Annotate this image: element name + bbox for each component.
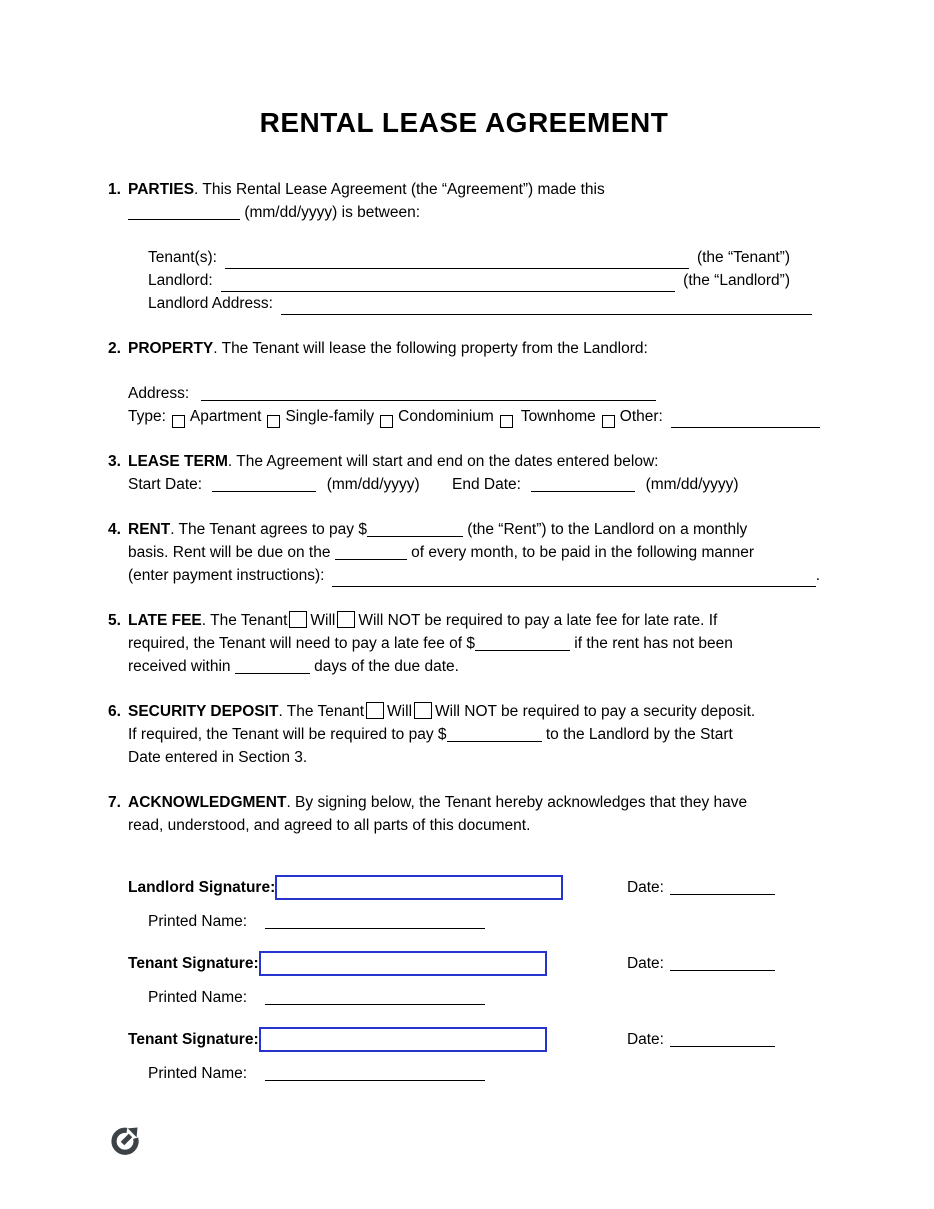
tenant-2-date-blank <box>670 1032 775 1047</box>
landlord-address-row <box>148 292 820 315</box>
section-text: days of the due date. <box>314 658 459 675</box>
section-text: . The Tenant agrees to pay $ <box>170 521 367 538</box>
start-date-format: (mm/dd/yyyy) <box>326 476 420 493</box>
section-text: . The Tenant will lease the following property from the Landlord: <box>213 340 648 357</box>
section-heading: LEASE TERM <box>128 453 228 470</box>
section-security-deposit <box>108 700 820 769</box>
tenant-signature-2-group <box>128 1025 820 1085</box>
tenant-printed-name-blank <box>265 990 485 1005</box>
section-heading: LATE FEE <box>128 612 202 629</box>
tenant-name-blank <box>225 251 689 269</box>
section-number: 7. <box>108 794 121 811</box>
section-text: to the Landlord by the Start <box>545 726 733 743</box>
rent-amount-blank <box>367 522 463 537</box>
tenant-label: Tenant(s): <box>148 249 217 266</box>
security-deposit-will-not-checkbox[interactable] <box>414 702 432 719</box>
tenant-2-printed-name-blank <box>265 1066 485 1081</box>
tenant-paren: (the “Tenant”) <box>696 249 790 266</box>
end-date-format: (mm/dd/yyyy) <box>645 476 739 493</box>
tenant-signature-input[interactable] <box>259 951 547 976</box>
landlord-address-label: Landlord Address: <box>148 295 273 312</box>
section-property <box>108 337 820 428</box>
section-rent <box>108 518 820 587</box>
section-text: basis. Rent will be due on the <box>128 544 331 561</box>
section-number: 6. <box>108 703 121 720</box>
type-option-label: Condominium <box>398 408 494 425</box>
landlord-paren: (the “Landlord”) <box>683 272 790 289</box>
type-townhome-checkbox <box>500 415 513 428</box>
property-type-label: Type: <box>128 408 166 425</box>
section-text: (mm/dd/yyyy) is between: <box>244 204 421 221</box>
section-heading: SECURITY DEPOSIT <box>128 703 279 720</box>
landlord-row <box>148 269 820 292</box>
circular-arrow-icon <box>108 1122 144 1158</box>
section-text: . This Rental Lease Agreement (the “Agreement”) made this <box>194 181 605 198</box>
tenant-signature-2-input[interactable] <box>259 1027 547 1052</box>
section-text: if the rent has not been <box>574 635 733 652</box>
lease-dates-row <box>128 473 820 496</box>
section-number: 2. <box>108 340 121 357</box>
late-fee-will-not-checkbox[interactable] <box>337 611 355 628</box>
section-text: Will NOT be required to pay a late fee for late rate. If <box>358 612 718 629</box>
type-condominium-checkbox <box>380 415 393 428</box>
section-heading: ACKNOWLEDGMENT <box>128 794 287 811</box>
date-label: Date: <box>626 1030 664 1048</box>
will-label: Will <box>387 703 413 720</box>
printed-name-label: Printed Name: <box>148 989 248 1006</box>
section-parties <box>108 178 820 315</box>
rent-due-day-blank <box>335 545 407 560</box>
late-fee-days-blank <box>235 659 310 674</box>
type-option-label: Townhome <box>520 408 596 425</box>
tenant-signature-group <box>128 949 820 1009</box>
section-text: If required, the Tenant will be required to pay $ <box>128 726 447 743</box>
property-address-row <box>128 382 820 405</box>
section-number: 5. <box>108 612 121 629</box>
section-acknowledgment <box>108 791 820 837</box>
property-type-row <box>128 405 820 428</box>
late-fee-amount-blank <box>475 636 570 651</box>
landlord-name-blank <box>221 274 676 292</box>
section-heading: PROPERTY <box>128 340 214 357</box>
landlord-signature-label: Landlord Signature: <box>128 878 276 896</box>
tenant-row <box>148 246 820 269</box>
start-date-blank <box>212 477 316 492</box>
section-late-fee <box>108 609 820 678</box>
deposit-amount-blank <box>447 727 542 742</box>
section-heading: RENT <box>128 521 171 538</box>
will-label: Will <box>310 612 336 629</box>
landlord-printed-name-blank <box>265 914 485 929</box>
date-label: Date: <box>626 954 664 972</box>
section-text: (enter payment instructions): <box>128 567 325 584</box>
circular-arrow-logo <box>108 1122 144 1158</box>
security-deposit-will-checkbox[interactable] <box>366 702 384 719</box>
section-text: required, the Tenant will need to pay a late fee of $ <box>128 635 475 652</box>
end-date-blank <box>531 477 635 492</box>
signature-section <box>108 873 820 1085</box>
section-text: . The Tenant <box>201 612 288 629</box>
end-date-label: End Date: <box>452 476 521 493</box>
section-text: . The Tenant <box>278 703 365 720</box>
printed-name-label: Printed Name: <box>148 1065 248 1082</box>
property-address-blank <box>201 386 656 401</box>
start-date-label: Start Date: <box>128 476 203 493</box>
landlord-address-blank <box>281 297 812 315</box>
section-text: of every month, to be paid in the following manner <box>411 544 755 561</box>
section-text: received within <box>128 658 231 675</box>
type-option-label: Single-family <box>285 408 375 425</box>
section-text: . <box>815 567 820 584</box>
landlord-label: Landlord: <box>148 272 213 289</box>
payment-instructions-blank <box>332 569 815 587</box>
type-apartment-checkbox <box>172 415 185 428</box>
type-other-checkbox <box>602 415 615 428</box>
type-other-label: Other: <box>619 408 663 425</box>
tenant-signature-2-label: Tenant Signature: <box>128 1030 259 1048</box>
printed-name-label: Printed Name: <box>148 913 248 930</box>
section-heading: PARTIES <box>128 181 195 198</box>
section-text: Date entered in Section 3. <box>128 749 308 766</box>
other-type-blank <box>671 410 820 428</box>
agreement-date-blank <box>128 205 240 220</box>
section-number: 3. <box>108 453 121 470</box>
section-lease-term <box>108 450 820 496</box>
late-fee-will-checkbox[interactable] <box>289 611 307 628</box>
type-single-family-checkbox <box>267 415 280 428</box>
section-text: . By signing below, the Tenant hereby acknowledges that they have <box>286 794 748 811</box>
landlord-date-blank <box>670 880 775 895</box>
type-option-label: Apartment <box>189 408 262 425</box>
landlord-signature-input[interactable] <box>275 875 563 900</box>
tenant-date-blank <box>670 956 775 971</box>
section-text: . The Agreement will start and end on the dates entered below: <box>227 453 659 470</box>
section-text: read, understood, and agreed to all parts of this document. <box>128 817 531 834</box>
date-label: Date: <box>626 878 664 896</box>
landlord-signature-group <box>128 873 820 933</box>
section-number: 4. <box>108 521 121 538</box>
tenant-signature-label: Tenant Signature: <box>128 954 259 972</box>
property-address-label: Address: <box>128 385 190 402</box>
page-title: RENTAL LEASE AGREEMENT <box>259 107 669 138</box>
section-text: Will NOT be required to pay a security deposit. <box>435 703 756 720</box>
section-number: 1. <box>108 181 121 198</box>
section-text: (the “Rent”) to the Landlord on a monthly <box>467 521 748 538</box>
